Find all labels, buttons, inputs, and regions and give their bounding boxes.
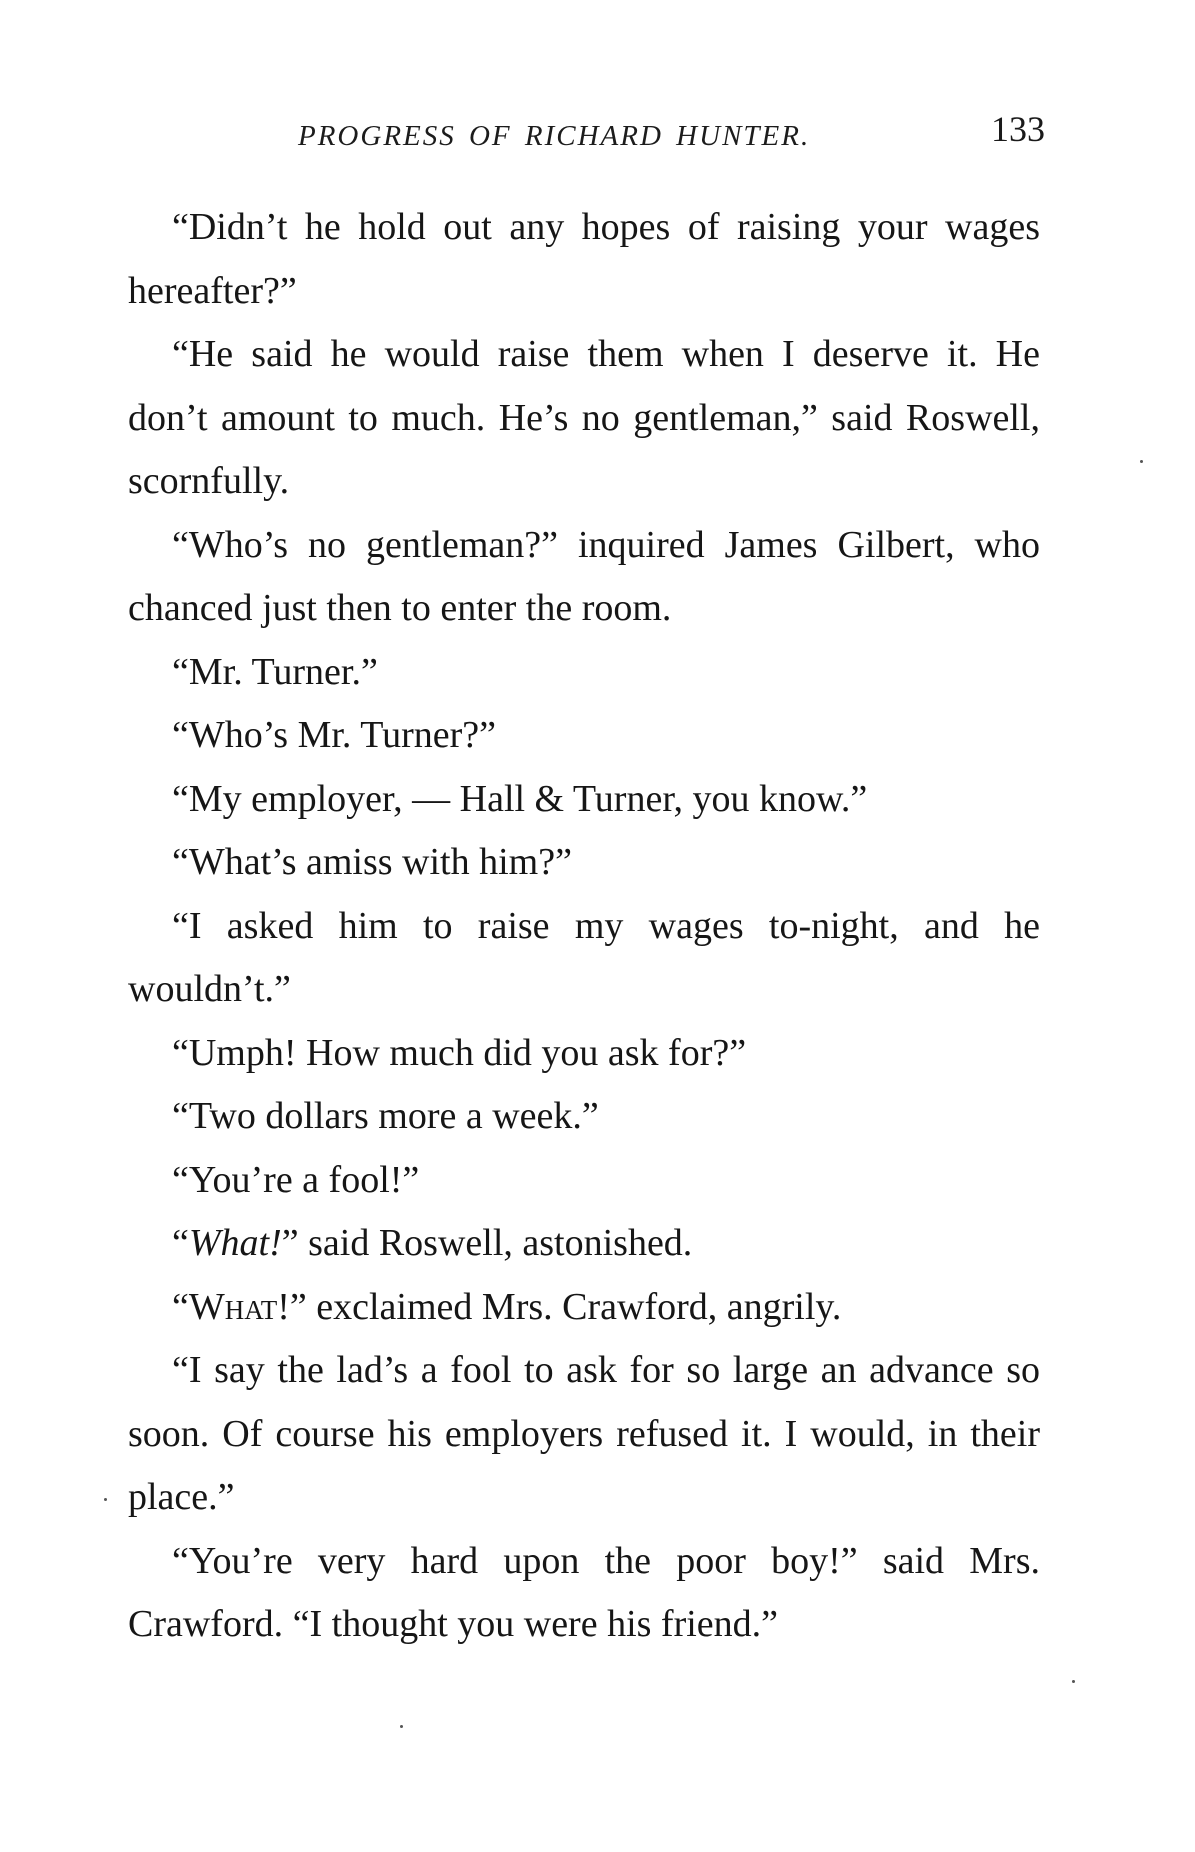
paragraph bbox=[128, 1276, 1040, 1340]
paragraph: “Who’s no gentleman?” inquired James Gilbert, who chanced just then to enter the room. bbox=[128, 523, 1040, 629]
paragraph: “Umph! How much did you ask for?” bbox=[172, 1031, 747, 1074]
paper-speck bbox=[400, 1725, 403, 1728]
paragraph: “You’re very hard upon the poor boy!” said Mrs. Crawford. “I thought you were his friend.” bbox=[128, 1539, 1040, 1645]
paper-speck bbox=[104, 1498, 107, 1501]
paragraph: “What’s amiss with him?” bbox=[172, 841, 572, 883]
running-title: PROGRESS OF RICHARD HUNTER. bbox=[298, 120, 811, 152]
open-quote: “ bbox=[172, 1222, 189, 1264]
paragraph: “You’re a fool!” bbox=[172, 1158, 420, 1201]
page-number: 133 bbox=[991, 109, 1045, 149]
paragraph: “He said he would raise them when I deserve it. He don’t amount to much. He’s no gentleman,” said Roswell, scornfully. bbox=[128, 333, 1040, 502]
paragraph bbox=[128, 1212, 1040, 1276]
paragraph-rest: ” said Roswell, astonished. bbox=[281, 1222, 693, 1264]
paragraph: “Who’s Mr. Turner?” bbox=[172, 714, 497, 756]
paragraph: “My employer, — Hall & Turner, you know.” bbox=[172, 777, 868, 820]
paragraph: “Mr. Turner.” bbox=[172, 650, 378, 693]
paragraph: “I asked him to raise my wages to-night, and he wouldn’t.” bbox=[128, 904, 1040, 1010]
paragraph: “Didn’t he hold out any hopes of raising your wages hereafter?” bbox=[128, 206, 1040, 312]
text-body bbox=[128, 196, 1040, 1657]
page-header bbox=[128, 108, 1045, 158]
emphasis-text: What! bbox=[188, 1222, 282, 1264]
paper-speck bbox=[1140, 460, 1143, 463]
paper-speck bbox=[1072, 1680, 1075, 1683]
paragraph: “Two dollars more a week.” bbox=[172, 1095, 599, 1137]
small-caps-text: What bbox=[188, 1285, 278, 1328]
paragraph: “I say the lad’s a fool to ask for so large an advance so soon. Of course his employers refused it. I would, in their place.” bbox=[128, 1349, 1040, 1518]
open-quote: “ bbox=[172, 1285, 189, 1328]
paragraph-rest: !” exclaimed Mrs. Crawford, angrily. bbox=[277, 1285, 842, 1328]
